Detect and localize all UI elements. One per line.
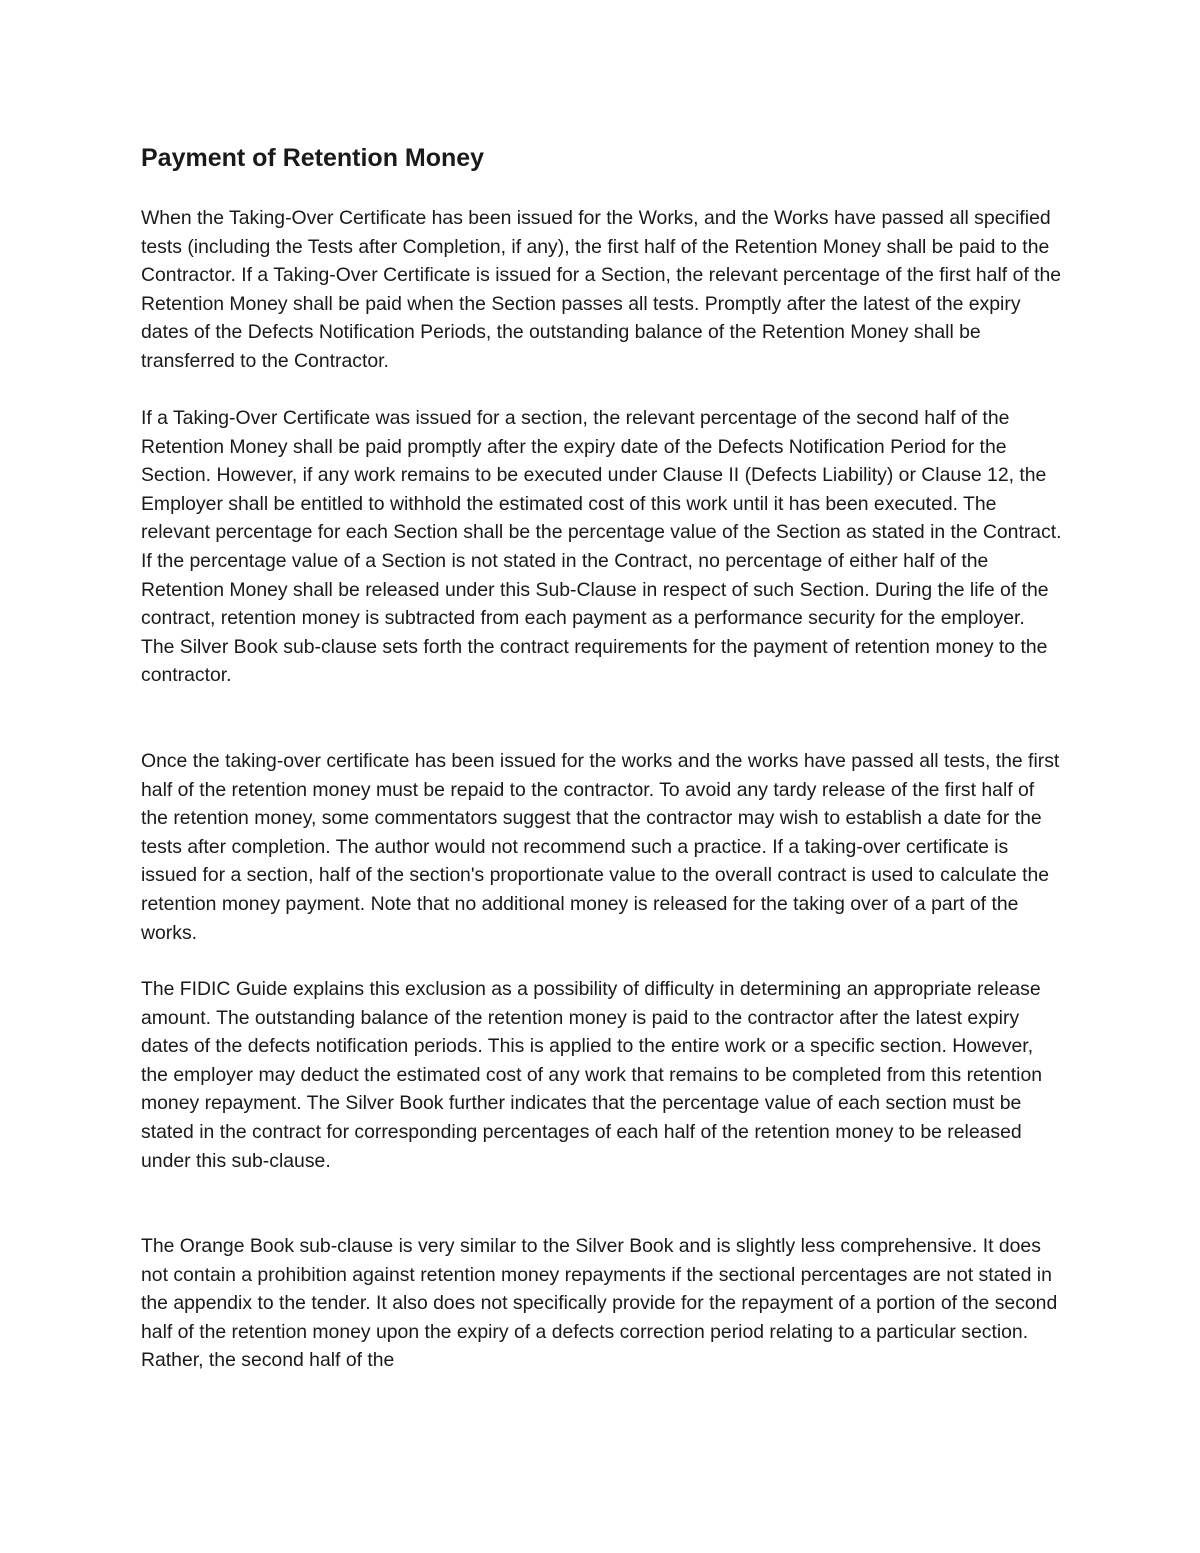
document-title: Payment of Retention Money <box>141 144 485 172</box>
paragraph-4: The FIDIC Guide explains this exclusion as a possibility of difficulty in determining an appropriate release amount. The outstanding balance of the retention money is paid to the contractor after the latest expiry dates of the defects notification periods. This is applied to the entire work or a specific section. However, the employer may deduct the estimated cost of any work that remains to be completed from this retention money repayment. The Silver Book further indicates that the percentage value of each section must be stated in the contract for corresponding percentages of each half of the retention money to be released under this sub-clause. <box>141 978 1043 1172</box>
document-page <box>141 142 1063 1372</box>
paragraph-3: Once the taking-over certificate has been issued for the works and the works have passed all tests, the first half of the retention money must be repaid to the contractor. To avoid any tardy release of the first half of the retention money, some commentators suggest that the contractor may wish to establish a date for the tests after completion. The author would not recommend such a practice. If a taking-over certificate is issued for a section, half of the section's proportionate value to the overall contract is used to calculate the retention money payment. Note that no additional money is released for the taking over of a part of the works. <box>141 750 1060 944</box>
paragraph-2: If a Taking-Over Certificate was issued for a section, the relevant percentage of the second half of the Retention Money shall be paid promptly after the expiry date of the Defects Notification Period for the Section. However, if any work remains to be executed under Clause II (Defects Liability) or Clause 12, the Employer shall be entitled to withhold the estimated cost of this work until it has been executed. The relevant percentage for each Section shall be the percentage value of the Section as stated in the Contract. If the percentage value of a Section is not stated in the Contract, no percentage of either half of the Retention Money shall be released under this Sub-Clause in respect of such Section. During the life of the contract, retention money is subtracted from each payment as a performance security for the employer. The Silver Book sub-clause sets forth the contract requirements for the payment of retention money to the contractor. <box>141 407 1062 687</box>
paragraph-1: When the Taking-Over Certificate has been issued for the Works, and the Works have passed all specified tests (including the Tests after Completion, if any), the first half of the Retention Money shall be paid to the Contractor. If a Taking-Over Certificate is issued for a Section, the relevant percentage of the first half of the Retention Money shall be paid when the Section passes all tests. Promptly after the latest of the expiry dates of the Defects Notification Periods, the outstanding balance of the Retention Money shall be transferred to the Contractor. <box>141 207 1062 372</box>
paragraph-5: The Orange Book sub-clause is very similar to the Silver Book and is slightly less comprehensive. It does not contain a prohibition against retention money repayments if the sectional percentages are not stated in the appendix to the tender. It also does not specifically provide for the repayment of a portion of the second half of the retention money upon the expiry of a defects correction period relating to a particular section. Rather, the second half of the <box>141 1235 1058 1372</box>
